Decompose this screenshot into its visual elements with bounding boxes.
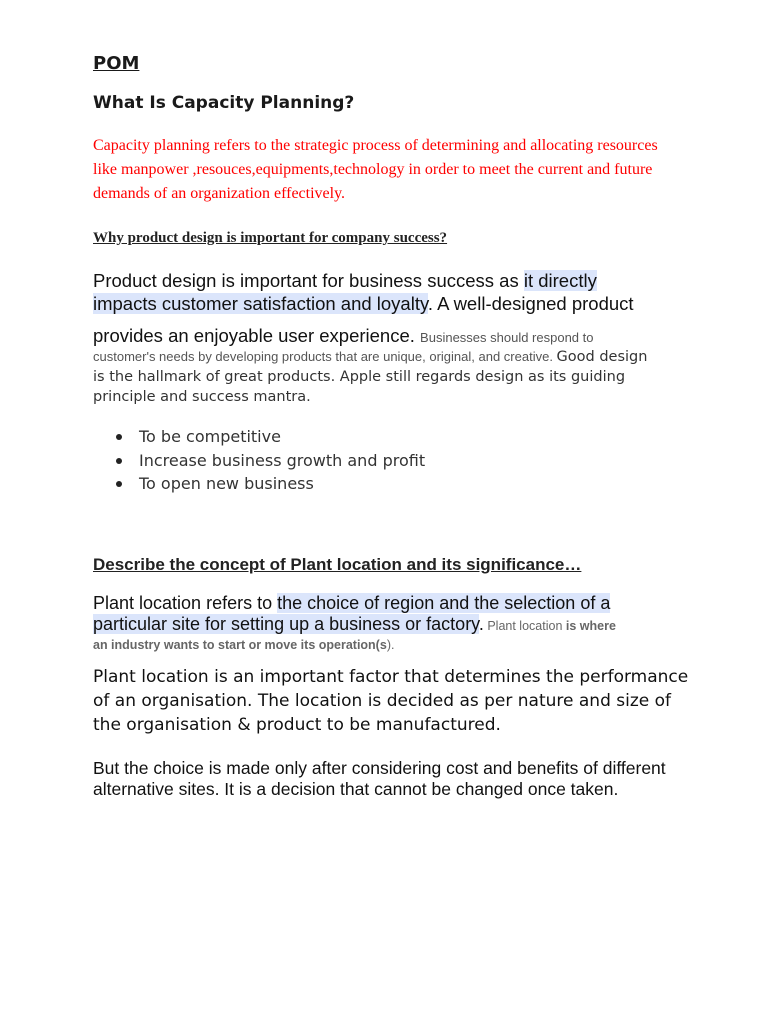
- list-item: [93, 449, 425, 473]
- bullet-icon: [116, 458, 122, 464]
- product-design-text: Product design is important for business success as: [93, 270, 524, 291]
- product-design-text: provides an enjoyable user experience.: [93, 325, 421, 346]
- highlighted-text: the choice of region and the selection of a: [277, 593, 611, 613]
- plant-location-small-text: ).: [386, 638, 395, 652]
- bullet-icon: [116, 434, 122, 440]
- document-title: POM: [93, 53, 140, 74]
- plant-location-paragraph-2: Plant location is an important factor that determines the performance of an organisation. The location is decided as per nature and size of the organisation & product to be manufactured.: [93, 667, 689, 735]
- product-design-bullet-list: [93, 425, 425, 496]
- list-item-text: To be competitive: [139, 427, 281, 446]
- highlighted-text: it directly: [523, 270, 597, 291]
- product-design-heading: Why product design is important for company success?: [93, 230, 448, 246]
- product-design-line-1: [93, 270, 597, 292]
- product-design-line-5: is the hallmark of great products. Apple still regards design as its guiding: [93, 369, 626, 385]
- plant-location-heading: Describe the concept of Plant location and its significance…: [93, 555, 582, 574]
- plant-location-small-bold-text: is where: [565, 619, 616, 633]
- product-design-line-6: principle and success mantra.: [93, 389, 311, 405]
- list-item-text: To open new business: [139, 474, 314, 493]
- plant-location-paragraph-3: But the choice is made only after considering cost and benefits of different alternative sites. It is a decision that cannot be changed once taken.: [93, 758, 666, 799]
- bullet-icon: [116, 481, 122, 487]
- product-design-small-text: Businesses should respond to: [420, 330, 594, 345]
- plant-location-text: Plant location refers to: [93, 593, 278, 613]
- product-design-line-4: [93, 347, 683, 367]
- product-design-small-text: customer's needs by developing products that are unique, original, and creative.: [93, 349, 557, 364]
- list-item: [93, 472, 425, 496]
- product-design-line-2: [93, 293, 634, 315]
- plant-location-line-1: [93, 593, 610, 614]
- plant-location-text: .: [478, 614, 484, 634]
- highlighted-text: impacts customer satisfaction and loyalty: [93, 293, 428, 314]
- highlighted-text: particular site for setting up a business or factory: [93, 614, 479, 634]
- plant-location-small-text: Plant location: [483, 619, 566, 633]
- list-item-text: Increase business growth and profit: [139, 450, 426, 470]
- capacity-planning-heading: What Is Capacity Planning?: [93, 93, 355, 113]
- capacity-planning-paragraph: Capacity planning refers to the strategic process of determining and allocating resources like manpower ,resouces,equipments,technology in order to meet the current and future demands of an organization effectively.: [93, 137, 658, 202]
- list-item: [93, 425, 425, 449]
- product-design-paragraph: [93, 347, 683, 407]
- plant-location-small-bold-text: an industry wants to start or move its operation(s: [93, 638, 387, 652]
- product-design-line-3: [93, 325, 594, 347]
- plant-location-line-3: [93, 633, 394, 654]
- product-design-text: . A well-designed product: [427, 293, 634, 314]
- product-design-text: Good design: [556, 349, 648, 365]
- plant-location-line-2: [93, 614, 616, 635]
